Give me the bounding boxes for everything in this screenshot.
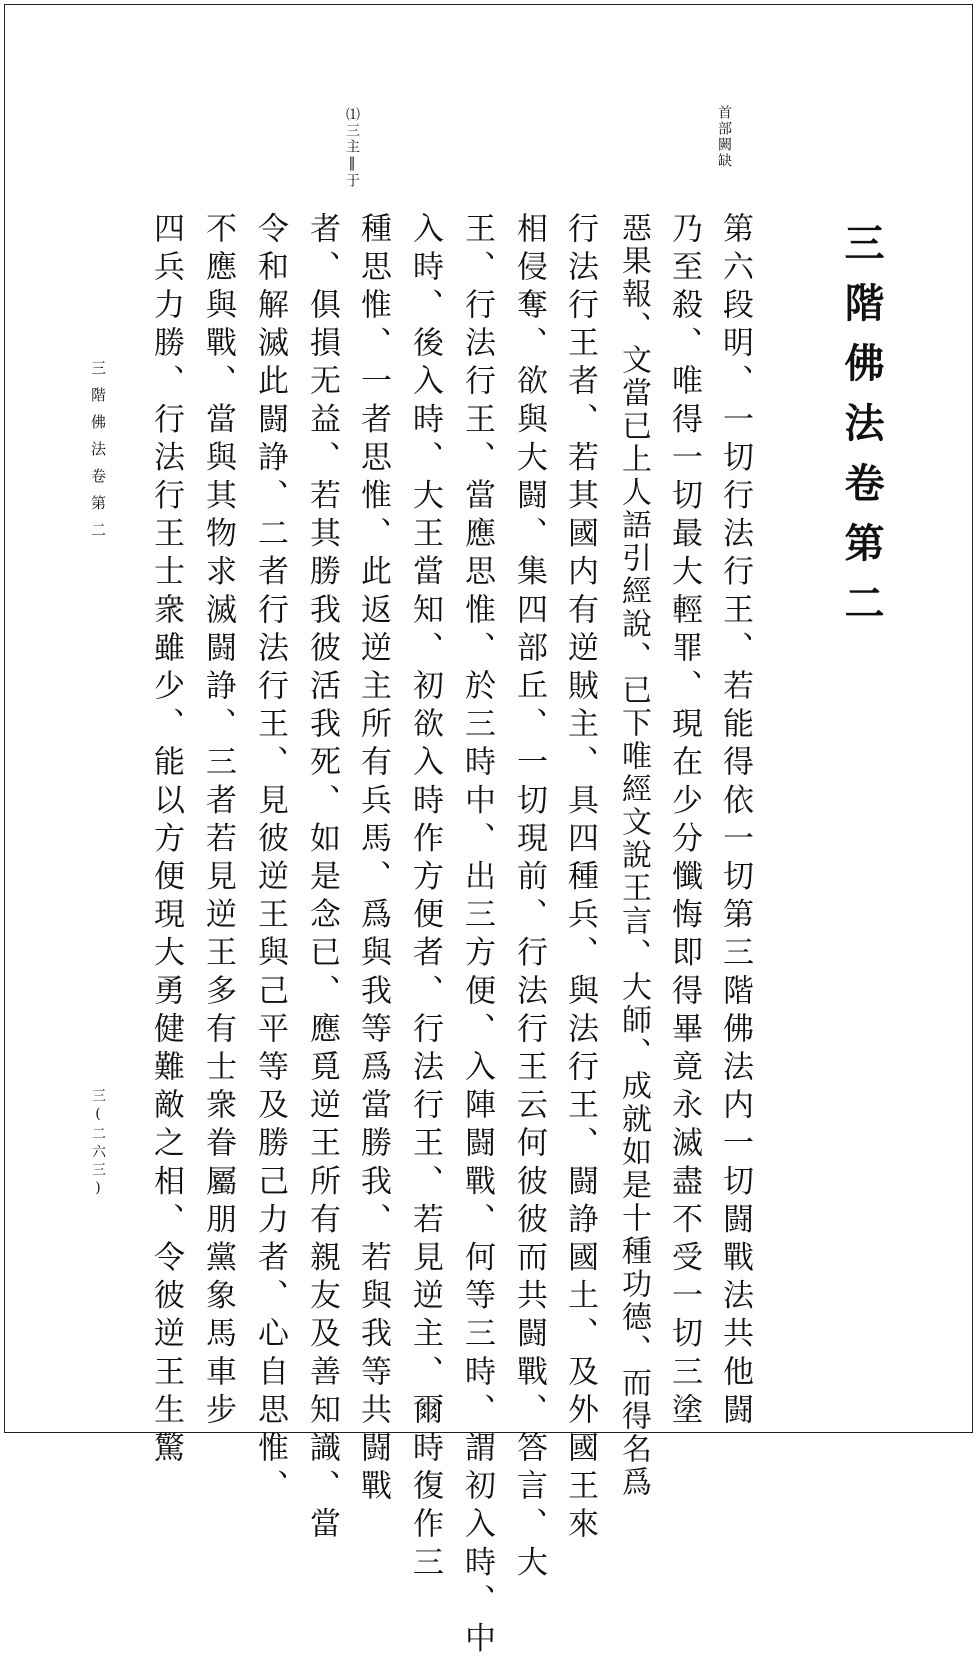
chapter-title: 三階佛法卷第二 bbox=[838, 222, 885, 642]
text-column-3: 惡果報、文當已上人語引經說、已下唯經文說王言、大師、成就如是十種功德、而得名爲 bbox=[616, 212, 651, 1499]
margin-note-left: ⑴三主‖于 bbox=[344, 107, 360, 189]
text-column-5: 相侵奪、欲與大闘、集四部丘、一切現前、行法行王云何彼彼而共闘戰、答言、大 bbox=[511, 212, 547, 1584]
page-number: 三(二六三) bbox=[90, 1088, 106, 1200]
text-column-4: 行法行王者、若其國内有逆賊主、具四種兵、與法行王、闘諍國土、及外國王來 bbox=[562, 212, 598, 1546]
text-column-2: 乃至殺、唯得一切最大輕罪、現在少分懺悔即得畢竟永滅盡不受一切三塗 bbox=[666, 212, 702, 1432]
text-column-12: 四兵力勝、行法行王士衆雖少、能以方便現大勇健難敵之相、令彼逆王生驚 bbox=[148, 212, 184, 1470]
text-column-1: 第六段明、一切行法行王、若能得依一切第三階佛法内一切闘戰法共他闘 bbox=[717, 212, 753, 1432]
running-title: 三階佛法卷第二 bbox=[89, 360, 107, 549]
text-column-6: 王、行法行王、當應思惟、於三時中、出三方便、入陣闘戰、何等三時、謂初入時、中 bbox=[459, 212, 495, 1660]
text-column-11: 不應與戰、當與其物求滅闘諍、三者若見逆王多有士衆眷屬朋黨象馬車步 bbox=[200, 212, 236, 1432]
margin-note-right: 首部闕缺 bbox=[716, 105, 732, 169]
main-text-body bbox=[128, 212, 753, 1660]
text-column-9: 者、俱損无益、若其勝我彼活我死、如是念已、應覓逆王所有親友及善知識、當 bbox=[304, 212, 340, 1546]
text-column-10: 令和解滅此闘諍、二者行法行王、見彼逆王與己平等及勝己力者、心自思惟、 bbox=[252, 212, 288, 1508]
text-column-8: 種思惟、一者思惟、此返逆主所有兵馬、爲與我等爲當勝我、若與我等共闘戰 bbox=[355, 212, 391, 1508]
text-column-7: 入時、後入時、大王當知、初欲入時作方便者、行法行王、若見逆主、爾時復作三 bbox=[407, 212, 443, 1584]
